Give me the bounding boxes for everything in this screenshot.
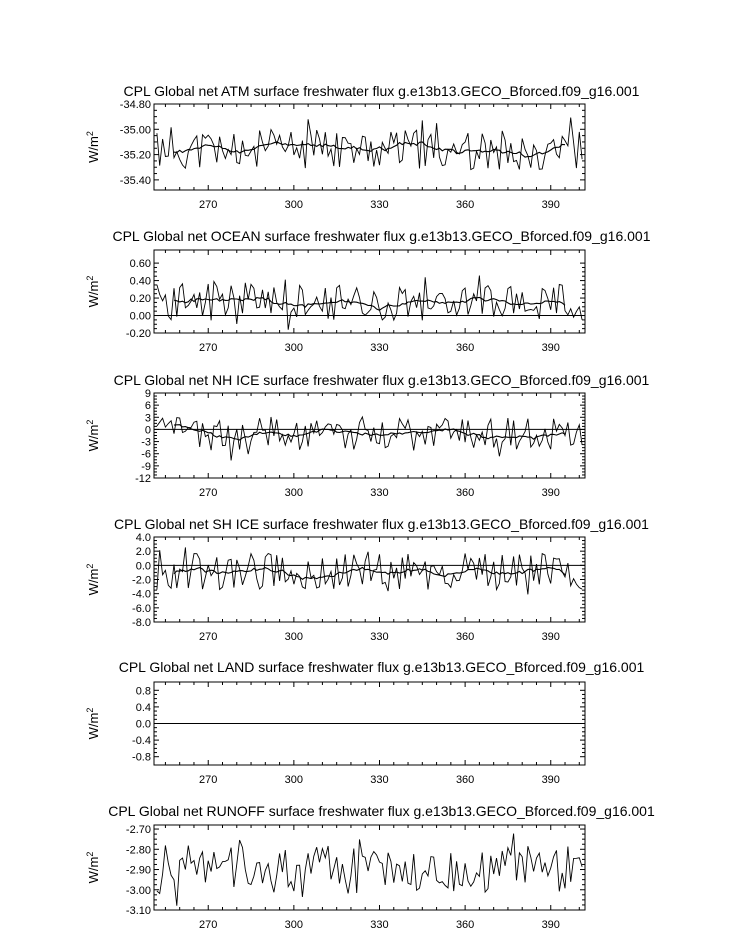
chart-panel-5 (85, 659, 644, 786)
y-tick-label: 0.0 (135, 560, 151, 573)
x-tick-label: 360 (455, 487, 475, 499)
series-line-monthly (157, 547, 582, 594)
y-axis-label: $W/m^2$ (85, 131, 101, 163)
y-axis-label: $W/m^2$ (85, 851, 101, 884)
y-tick-label: -6.0 (132, 602, 151, 615)
chart-title: CPL Global net SH ICE surface freshwater flux g.e13b13.GECO_Bforced.f09_g16.001 (114, 516, 649, 532)
x-tick-label: 330 (370, 199, 389, 211)
y-tick-label: -34.80 (119, 99, 151, 111)
chart-panel-4 (85, 516, 649, 643)
chart-title: CPL Global net LAND surface freshwater flux g.e13b13.GECO_Bforced.f09_g16.001 (118, 659, 645, 675)
chart-title: CPL Global net ATM surface freshwater flux g.e13b13.GECO_Bforced.f09_g16.001 (123, 83, 640, 99)
y-tick-label: 6 (144, 400, 151, 413)
x-tick-label: 390 (541, 919, 560, 931)
x-tick-label: 270 (199, 919, 218, 931)
x-tick-label: 360 (455, 919, 475, 931)
y-axis-label-superscript: 2 (85, 275, 95, 281)
y-tick-label: 0.60 (129, 258, 151, 271)
x-tick-label: 390 (541, 199, 560, 211)
x-tick-label: 270 (199, 631, 218, 643)
y-axis-label: $W/m^2$ (85, 419, 101, 452)
y-tick-label: -4.0 (132, 588, 151, 601)
y-tick-label: -35.40 (119, 174, 151, 187)
x-tick-label: 330 (370, 487, 389, 499)
series-line-monthly (157, 118, 582, 170)
y-tick-label: 0.0 (135, 718, 151, 731)
y-tick-label: -35.20 (119, 149, 151, 162)
chart-panel-2 (85, 228, 651, 354)
x-tick-label: 270 (199, 774, 218, 786)
x-tick-label: 300 (284, 199, 304, 211)
y-axis-label: $W/m^2$ (85, 707, 101, 740)
series-line-monthly (157, 417, 582, 461)
y-tick-label: -3 (141, 436, 151, 449)
y-axis-label-superscript: 2 (85, 707, 95, 713)
x-tick-label: 360 (455, 631, 475, 643)
x-tick-label: 330 (370, 919, 389, 931)
x-tick-label: 330 (370, 342, 389, 354)
x-tick-label: 270 (199, 487, 218, 499)
series-line-monthly (157, 834, 582, 906)
chart-title: CPL Global net NH ICE surface freshwater flux g.e13b13.GECO_Bforced.f09_g16.001 (113, 372, 650, 388)
y-axis-label-superscript: 2 (85, 131, 95, 137)
x-tick-label: 360 (455, 199, 475, 211)
y-axis-label-superscript: 2 (85, 563, 95, 569)
x-tick-label: 300 (284, 631, 304, 643)
y-tick-label: 9 (144, 388, 151, 400)
y-tick-label: -8.0 (132, 617, 151, 629)
chart-panel-6 (85, 803, 655, 931)
y-tick-label: -35.00 (119, 124, 151, 137)
y-tick-label: 4.0 (135, 532, 151, 544)
y-tick-label: 0.4 (135, 701, 151, 714)
y-tick-label: -6 (141, 448, 151, 461)
x-tick-label: 270 (199, 342, 218, 354)
series-line-monthly (157, 276, 582, 330)
chart-title: CPL Global net OCEAN surface freshwater flux g.e13b13.GECO_Bforced.f09_g16.001 (112, 228, 651, 244)
y-tick-label: -2.0 (132, 574, 151, 587)
y-tick-label: -9 (141, 460, 151, 473)
y-tick-label: 0.8 (135, 685, 151, 698)
y-tick-label: -0.4 (132, 735, 151, 748)
y-tick-label: -3.10 (125, 905, 151, 917)
y-tick-label: -3.00 (125, 884, 151, 897)
x-tick-label: 360 (455, 342, 475, 354)
y-tick-label: 0.40 (129, 275, 151, 288)
y-tick-label: -2.90 (125, 864, 151, 877)
x-tick-label: 300 (284, 487, 304, 499)
y-tick-label: -0.8 (132, 751, 151, 764)
y-axis-label: $W/m^2$ (85, 275, 101, 308)
y-tick-label: -2.80 (125, 844, 151, 857)
x-tick-label: 390 (541, 342, 560, 354)
chart-panel-1 (85, 83, 640, 211)
x-tick-label: 300 (284, 342, 304, 354)
x-tick-label: 360 (455, 774, 475, 786)
y-tick-label: 0.20 (129, 293, 151, 306)
y-axis-label-superscript: 2 (85, 419, 95, 425)
y-tick-label: -0.20 (125, 328, 151, 340)
y-tick-label: 3 (144, 412, 151, 425)
y-tick-label: -2.70 (125, 824, 151, 837)
x-tick-label: 330 (370, 631, 389, 643)
y-tick-label: 0 (144, 424, 151, 437)
x-tick-label: 390 (541, 487, 560, 499)
x-tick-label: 300 (284, 919, 304, 931)
plot-frame (154, 250, 585, 333)
x-tick-label: 270 (199, 199, 218, 211)
x-tick-label: 390 (541, 774, 560, 786)
y-tick-label: 0.00 (129, 310, 151, 323)
y-tick-label: -12 (135, 473, 151, 485)
chart-title: CPL Global net RUNOFF surface freshwater flux g.e13b13.GECO_Bforced.f09_g16.001 (108, 803, 655, 819)
y-axis-label: $W/m^2$ (85, 563, 101, 596)
y-tick-label: 2.0 (135, 546, 151, 559)
y-axis-label-superscript: 2 (85, 851, 95, 857)
x-tick-label: 300 (284, 774, 304, 786)
chart-panel-3 (85, 372, 650, 499)
x-tick-label: 330 (370, 774, 389, 786)
x-tick-label: 390 (541, 631, 560, 643)
